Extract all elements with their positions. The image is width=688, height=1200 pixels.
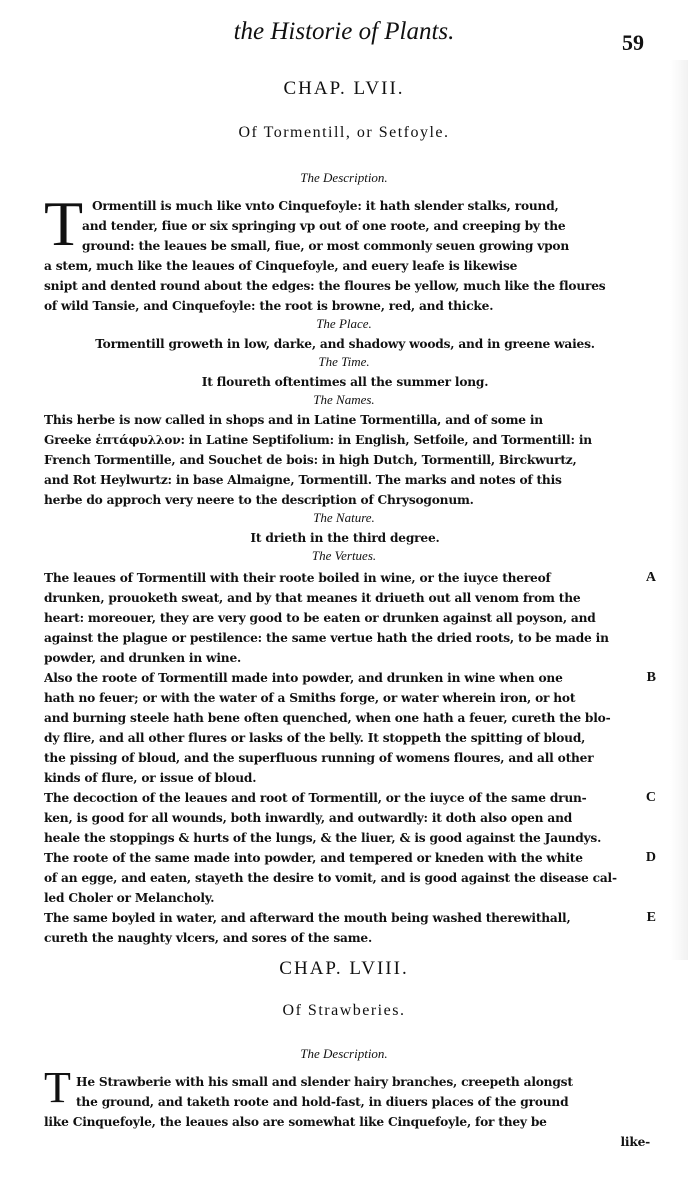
chapter-57-title: CHAP. LVII. bbox=[283, 78, 405, 99]
vertues-line: powder, and drunken in wine. bbox=[44, 651, 242, 665]
vertues-heading: The Vertues. bbox=[311, 548, 377, 563]
vertues-line: The same boyled in water, and afterward the mouth being washed therewithall, bbox=[44, 911, 571, 925]
names-line: French Tormentille, and Souchet de bois: in high Dutch, Tormentill, Birckwurtz, bbox=[44, 453, 577, 467]
nature-text: It drieth in the third degree. bbox=[250, 531, 440, 545]
catchword: like- bbox=[620, 1135, 650, 1149]
running-head: the Historie of Plants. bbox=[233, 18, 455, 45]
margin-letter-b: B bbox=[646, 670, 656, 685]
vertues-line: heart: moreouer, they are very good to be eaten or drunken against all poyson, and bbox=[44, 611, 596, 625]
vertues-line: The roote of the same made into powder, and tempered or kneden with the white bbox=[44, 851, 583, 865]
description-line: snipt and dented round about the edges: the floures be yellow, much like the floures bbox=[44, 279, 606, 293]
place-text: Tormentill groweth in low, darke, and shadowy woods, and in greene waies. bbox=[95, 337, 595, 351]
nature-heading: The Nature. bbox=[313, 510, 375, 525]
time-text: It floureth oftentimes all the summer long. bbox=[201, 375, 489, 389]
names-line: This herbe is now called in shops and in Latine Tormentilla, and of some in bbox=[44, 413, 543, 427]
names-heading: The Names. bbox=[313, 392, 375, 407]
page-number: 59 bbox=[622, 30, 644, 55]
margin-letter-a: A bbox=[645, 570, 656, 585]
vertues-line: of an egge, and eaten, stayeth the desire to vomit, and is good against the disease cal- bbox=[44, 871, 617, 885]
description-line: ground: the leaues be small, fiue, or most commonly seuen growing vpon bbox=[82, 239, 570, 253]
chapter-58-subtitle: Of Strawberies. bbox=[282, 1002, 406, 1019]
vertues-line: against the plague or pestilence: the same vertue hath the dried roots, to be made in bbox=[44, 631, 609, 645]
names-line: herbe do approch very neere to the description of Chrysogonum. bbox=[44, 493, 474, 507]
place-heading: The Place. bbox=[316, 316, 372, 331]
strawberie-description-line: like Cinquefoyle, the leaues also are somewhat like Cinquefoyle, for they be bbox=[44, 1115, 547, 1129]
vertues-line: cureth the naughty vlcers, and sores of the same. bbox=[44, 931, 373, 945]
names-line: and Rot Heylwurtz: in base Almaigne, Tormentill. The marks and notes of this bbox=[44, 473, 562, 487]
vertues-line: dy flire, and all other flures or lasks of the belly. It stoppeth the spitting of bloud, bbox=[44, 731, 586, 745]
strawberie-description-line: He Strawberie with his small and slender hairy branches, creepeth alongst bbox=[76, 1075, 573, 1089]
description-line: a stem, much like the leaues of Cinquefoyle, and euery leafe is likewise bbox=[44, 259, 518, 273]
vertues-line: led Choler or Melancholy. bbox=[44, 891, 215, 905]
margin-letter-c: C bbox=[645, 790, 656, 805]
chapter-58-description-heading: The Description. bbox=[300, 1046, 388, 1061]
drop-cap-58: T bbox=[44, 1063, 71, 1112]
vertues-line: kinds of flure, or issue of bloud. bbox=[44, 771, 257, 785]
strawberie-description-line: the ground, and taketh roote and hold-fast, in diuers places of the ground bbox=[76, 1095, 569, 1109]
vertues-line: The leaues of Tormentill with their roote boiled in wine, or the iuyce thereof bbox=[44, 571, 551, 585]
vertues-line: ken, is good for all wounds, both inwardly, and outwardly: it doth also open and bbox=[44, 811, 573, 825]
description-line: and tender, fiue or six springing vp out of one roote, and creeping by the bbox=[82, 219, 566, 233]
chapter-58-title: CHAP. LVIII. bbox=[279, 958, 409, 979]
vertues-line: drunken, prouoketh sweat, and by that meanes it driueth out all venom from the bbox=[44, 591, 581, 605]
vertues-line: Also the roote of Tormentill made into powder, and drunken in wine when one bbox=[44, 671, 563, 685]
description-line: Ormentill is much like vnto Cinquefoyle: it hath slender stalks, round, bbox=[92, 199, 559, 213]
margin-letter-d: D bbox=[645, 850, 656, 865]
vertues-line: heale the stoppings & hurts of the lungs, & the liuer, & is good against the Jaundys. bbox=[44, 831, 602, 845]
names-line: Greeke ἑπτάφυλλον: in Latine Septifolium: in English, Setfoile, and Tormentill: in bbox=[44, 433, 592, 447]
description-line: of wild Tansie, and Cinquefoyle: the root is browne, red, and thicke. bbox=[44, 299, 494, 313]
vertues-line: hath no feuer; or with the water of a Smiths forge, or water wherein iron, or hot bbox=[44, 691, 576, 705]
margin-letter-e: E bbox=[646, 910, 656, 925]
vertues-line: and burning steele hath bene often quenched, when one hath a feuer, cureth the blo- bbox=[44, 711, 611, 725]
time-heading: The Time. bbox=[318, 354, 370, 369]
vertues-line: the pissing of bloud, and the superfluous running of womens floures, and all other bbox=[44, 751, 594, 765]
chapter-57-subtitle: Of Tormentill, or Setfoyle. bbox=[238, 124, 450, 141]
vertues-line: The decoction of the leaues and root of Tormentill, or the iuyce of the same drun- bbox=[44, 791, 587, 805]
drop-cap: T bbox=[44, 188, 84, 259]
description-heading: The Description. bbox=[300, 170, 388, 185]
